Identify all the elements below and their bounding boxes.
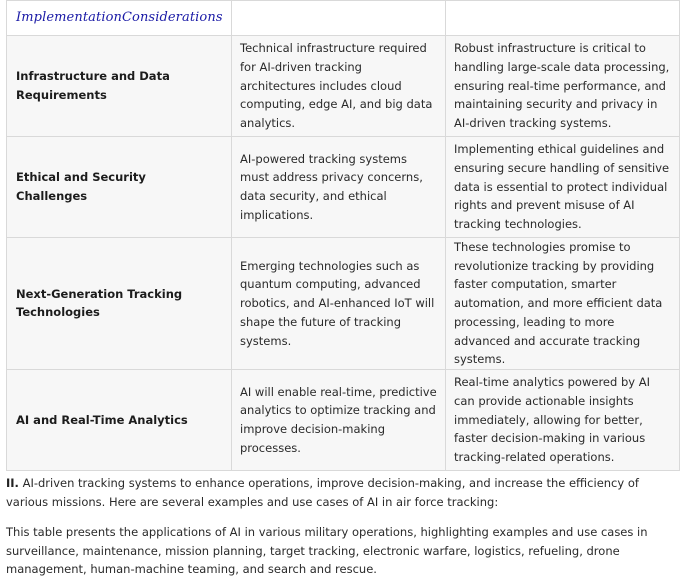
row-description: AI-powered tracking systems must address privacy concerns, data security, and ethical implications.	[232, 137, 446, 238]
table-row	[7, 369, 680, 470]
implementation-table	[6, 0, 680, 471]
row-label: Ethical and Security Challenges	[7, 137, 232, 238]
table-row	[7, 238, 680, 370]
table-note-paragraph: This table presents the applications of AI in various military operations, highlighting examples and use cases in surveillance, maintenance, mission planning, target tracking, electronic warfare, logistics, refueling, drone management, human-machine teaming, and search and rescue.	[6, 525, 648, 577]
intro-paragraph	[6, 474, 682, 511]
row-importance: These technologies promise to revolutionize tracking by providing faster computation, smarter automation, and more efficient data processing, leading to more advanced and accurate tracking systems.	[446, 238, 680, 370]
row-importance: Robust infrastructure is critical to handling large-scale data processing, ensuring real-time performance, and maintaining security and privacy in AI-driven tracking systems.	[446, 36, 680, 137]
section-title-cell	[7, 1, 232, 36]
row-description: Emerging technologies such as quantum computing, advanced robotics, and AI-enhanced IoT will shape the future of tracking systems.	[232, 238, 446, 370]
row-importance: Implementing ethical guidelines and ensuring secure handling of sensitive data is essential to protect individual rights and prevent misuse of AI tracking technologies.	[446, 137, 680, 238]
empty-cell	[232, 1, 446, 36]
row-label: AI and Real-Time Analytics	[7, 369, 232, 470]
intro-text: AI-driven tracking systems to enhance operations, improve decision-making, and increase the efficiency of various missions. Here are several examples and use cases of AI in air force tracking:	[6, 476, 639, 509]
row-label: Infrastructure and Data Requirements	[7, 36, 232, 137]
section-header-row	[7, 1, 680, 36]
row-label: Next-Generation Tracking Technologies	[7, 238, 232, 370]
row-description: AI will enable real-time, predictive analytics to optimize tracking and improve decision-making processes.	[232, 369, 446, 470]
row-importance: Real-time analytics powered by AI can provide actionable insights immediately, allowing for better, faster decision-making in various tracking-related operations.	[446, 369, 680, 470]
row-description: Technical infrastructure required for AI-driven tracking architectures includes cloud computing, edge AI, and big data analytics.	[232, 36, 446, 137]
section-title: ImplementationConsiderations	[16, 10, 223, 26]
table-row	[7, 137, 680, 238]
empty-cell	[446, 1, 680, 36]
table-row	[7, 36, 680, 137]
section-number: II.	[6, 476, 19, 490]
